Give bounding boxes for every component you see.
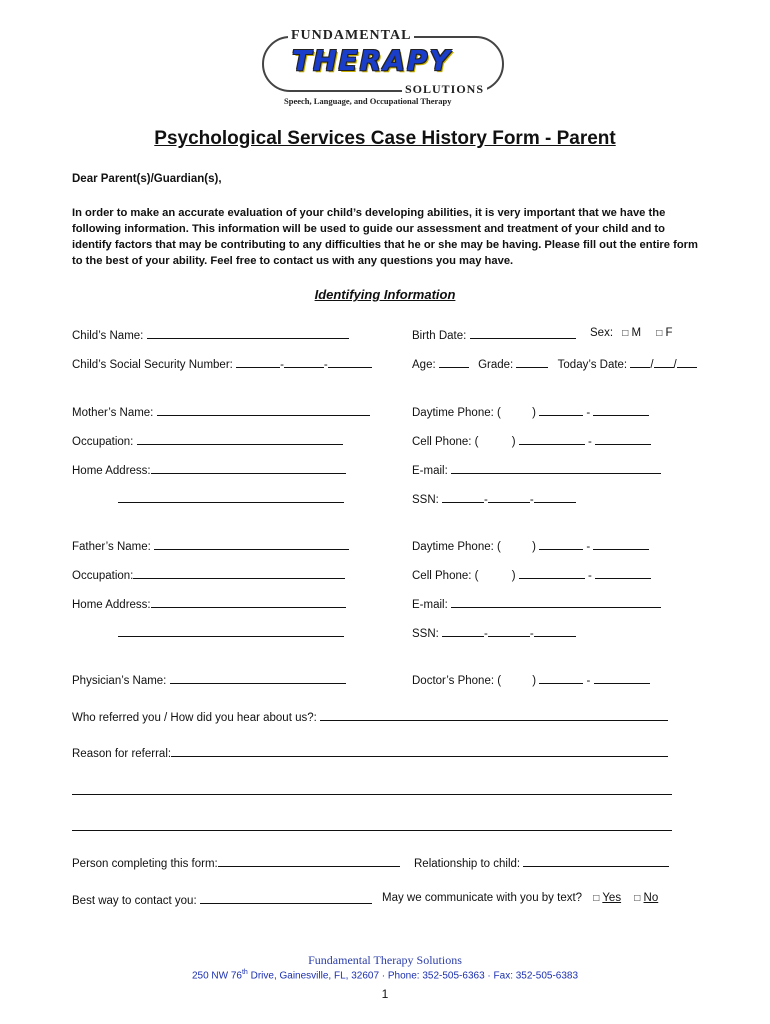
father-name-row xyxy=(72,538,349,553)
text-yes-checkbox-icon[interactable]: □ xyxy=(593,893,600,904)
birth-date-field[interactable] xyxy=(470,327,576,339)
mother-occupation-row xyxy=(72,433,343,448)
birth-date-row xyxy=(412,327,576,342)
mother-address-field[interactable] xyxy=(151,462,346,474)
company-logo xyxy=(262,26,506,106)
birth-date-label: Birth Date: xyxy=(412,330,467,342)
mother-email-row xyxy=(412,462,661,477)
doctor-phone-label: Doctor’s Phone: ( xyxy=(412,675,502,687)
date-slash: / xyxy=(673,359,677,371)
mother-email-field[interactable] xyxy=(451,462,661,474)
today-date-label: Today’s Date: xyxy=(557,359,628,371)
mother-day-phone-label: Daytime Phone: ( xyxy=(412,407,501,419)
child-ssn-part2[interactable] xyxy=(284,356,324,368)
mother-address-line2-field[interactable] xyxy=(118,491,344,503)
father-day-phone-prefix[interactable] xyxy=(539,538,583,550)
sex-row xyxy=(590,327,673,339)
age-label: Age: xyxy=(412,359,436,371)
mother-cell-row xyxy=(412,433,651,448)
father-cell-prefix[interactable] xyxy=(519,567,585,579)
mother-occupation-label: Occupation: xyxy=(72,436,134,448)
father-ssn-part3[interactable] xyxy=(534,625,576,637)
mother-ssn-part1[interactable] xyxy=(442,491,484,503)
phone-dash: - xyxy=(586,407,591,419)
referral-reason-line2-row xyxy=(72,783,672,798)
father-address-row xyxy=(72,596,346,611)
footer-address-street: 250 NW 76 xyxy=(191,970,242,982)
relationship-label: Relationship to child: xyxy=(414,858,521,870)
paren-close: ) xyxy=(511,570,516,582)
mother-ssn-part3[interactable] xyxy=(534,491,576,503)
referral-source-label: Who referred you / How did you hear about us?: xyxy=(72,712,317,724)
father-ssn-row xyxy=(412,625,576,640)
text-no-checkbox-icon[interactable]: □ xyxy=(634,893,641,904)
paren-close: ) xyxy=(532,541,536,553)
footer-company-name: Fundamental Therapy Solutions xyxy=(308,953,462,967)
text-yes-label: Yes xyxy=(602,892,622,904)
referral-reason-field[interactable] xyxy=(171,745,668,757)
ssn-dash: - xyxy=(280,359,284,371)
child-name-row xyxy=(72,327,349,342)
logo-main-text: THERAPY xyxy=(292,44,452,77)
mother-address-line2-row xyxy=(118,491,344,506)
physician-name-field[interactable] xyxy=(170,672,346,684)
sex-m-label: M xyxy=(631,327,642,339)
mother-address-label: Home Address: xyxy=(72,465,151,477)
phone-dash: - xyxy=(586,675,591,687)
today-day-field[interactable] xyxy=(654,356,674,368)
referral-source-row xyxy=(72,709,668,724)
ssn-dash: - xyxy=(484,494,488,506)
father-address-field[interactable] xyxy=(151,596,346,608)
paren-close: ) xyxy=(532,407,536,419)
grade-label: Grade: xyxy=(478,359,514,371)
father-cell-label: Cell Phone: ( xyxy=(412,570,479,582)
contact-method-row xyxy=(72,892,372,907)
doctor-phone-prefix[interactable] xyxy=(539,672,583,684)
ssn-dash: - xyxy=(323,359,328,371)
father-cell-row xyxy=(412,567,651,582)
today-month-field[interactable] xyxy=(630,356,650,368)
referral-reason-label: Reason for referral: xyxy=(72,748,172,760)
mother-day-phone-row xyxy=(412,404,649,419)
father-address-line2-row xyxy=(118,625,344,640)
paren-close: ) xyxy=(511,436,516,448)
father-name-field[interactable] xyxy=(154,538,349,550)
child-ssn-part1[interactable] xyxy=(236,356,280,368)
paren-close: ) xyxy=(532,675,537,687)
mother-name-row xyxy=(72,404,370,419)
father-name-label: Father’s Name: xyxy=(72,541,151,553)
today-year-field[interactable] xyxy=(677,356,697,368)
father-day-phone-row xyxy=(412,538,649,553)
mother-cell-line[interactable] xyxy=(595,433,651,445)
person-completing-row xyxy=(72,855,400,870)
phone-dash: - xyxy=(587,436,592,448)
ssn-dash: - xyxy=(484,628,488,640)
person-completing-label: Person completing this form: xyxy=(72,858,218,870)
mother-ssn-part2[interactable] xyxy=(488,491,530,503)
father-day-phone-label: Daytime Phone: ( xyxy=(412,541,501,553)
mother-name-field[interactable] xyxy=(157,404,370,416)
mother-address-row xyxy=(72,462,346,477)
referral-reason-line2-field[interactable] xyxy=(72,783,672,795)
footer-address-suffix: th xyxy=(241,969,248,976)
phone-dash: - xyxy=(586,541,591,553)
referral-reason-row xyxy=(72,745,668,760)
section-title: Identifying Information xyxy=(314,287,456,302)
logo-top-text: FUNDAMENTAL xyxy=(288,28,414,44)
mother-cell-prefix[interactable] xyxy=(519,433,585,445)
mother-day-phone-prefix[interactable] xyxy=(539,404,583,416)
father-occupation-field[interactable] xyxy=(133,567,345,579)
father-email-field[interactable] xyxy=(451,596,661,608)
text-permission-row xyxy=(382,892,658,904)
text-permission-label: May we communicate with you by text? xyxy=(382,892,583,904)
doctor-phone-line[interactable] xyxy=(594,672,650,684)
father-email-label: E-mail: xyxy=(412,599,448,611)
physician-name-label: Physician’s Name: xyxy=(72,675,167,687)
doctor-phone-row xyxy=(412,672,650,687)
phone-dash: - xyxy=(587,570,592,582)
relationship-row xyxy=(414,855,669,870)
sex-label: Sex: xyxy=(590,327,614,339)
child-ssn-label: Child’s Social Security Number: xyxy=(72,359,233,371)
mother-ssn-row xyxy=(412,491,576,506)
father-ssn-part1[interactable] xyxy=(442,625,484,637)
page-number: 1 xyxy=(381,987,389,1001)
child-name-label: Child’s Name: xyxy=(72,330,144,342)
sex-f-label: F xyxy=(665,327,673,339)
father-address-label: Home Address: xyxy=(72,599,151,611)
logo-tagline: Speech, Language, and Occupational Therapy xyxy=(284,96,452,106)
child-ssn-row xyxy=(72,356,372,371)
ssn-dash: - xyxy=(529,628,534,640)
father-day-phone-line[interactable] xyxy=(593,538,649,550)
father-occupation-label: Occupation: xyxy=(72,570,134,582)
age-field[interactable] xyxy=(439,356,469,368)
form-title: Psychological Services Case History Form - Parent xyxy=(154,128,616,149)
mother-email-label: E-mail: xyxy=(412,465,448,477)
footer-address-rest: Drive, Gainesville, FL, 32607 · Phone: 352-505-6363 · Fax: 352-505-6383 xyxy=(247,970,579,982)
father-occupation-row xyxy=(72,567,345,582)
referral-source-field[interactable] xyxy=(320,709,668,721)
child-name-field[interactable] xyxy=(147,327,349,339)
relationship-field[interactable] xyxy=(523,855,669,867)
mother-name-label: Mother’s Name: xyxy=(72,407,154,419)
referral-reason-line3-field[interactable] xyxy=(72,819,672,831)
logo-bottom-text: SOLUTIONS xyxy=(402,82,487,97)
contact-method-field[interactable] xyxy=(200,892,372,904)
age-grade-date-row xyxy=(412,356,697,371)
date-slash: / xyxy=(650,359,654,371)
sex-m-checkbox-icon[interactable]: □ xyxy=(622,328,629,339)
footer-address xyxy=(0,969,770,981)
father-ssn-label: SSN: xyxy=(412,628,439,640)
text-no-label: No xyxy=(643,892,659,904)
salutation: Dear Parent(s)/Guardian(s), xyxy=(72,173,222,185)
ssn-dash: - xyxy=(529,494,534,506)
mother-occupation-field[interactable] xyxy=(137,433,343,445)
physician-name-row xyxy=(72,672,346,687)
mother-cell-label: Cell Phone: ( xyxy=(412,436,479,448)
mother-ssn-label: SSN: xyxy=(412,494,439,506)
grade-field[interactable] xyxy=(516,356,548,368)
person-completing-field[interactable] xyxy=(218,855,400,867)
sex-f-checkbox-icon[interactable]: □ xyxy=(656,328,663,339)
father-address-line2-field[interactable] xyxy=(118,625,344,637)
mother-day-phone-line[interactable] xyxy=(593,404,649,416)
father-cell-line[interactable] xyxy=(595,567,651,579)
referral-reason-line3-row xyxy=(72,819,672,834)
contact-method-label: Best way to contact you: xyxy=(72,895,197,907)
father-ssn-part2[interactable] xyxy=(488,625,530,637)
father-email-row xyxy=(412,596,661,611)
child-ssn-part3[interactable] xyxy=(328,356,372,368)
intro-paragraph: In order to make an accurate evaluation of your child’s developing abilities, it is very important that we have the following information. This information will be used to guide our assessment and treatment of your child and to identify factors that may be contributing to any difficulties that he or she may be having. Please fill out the entire form to the best of your ability. Feel free to contact us with any questions you may have. xyxy=(72,207,698,267)
